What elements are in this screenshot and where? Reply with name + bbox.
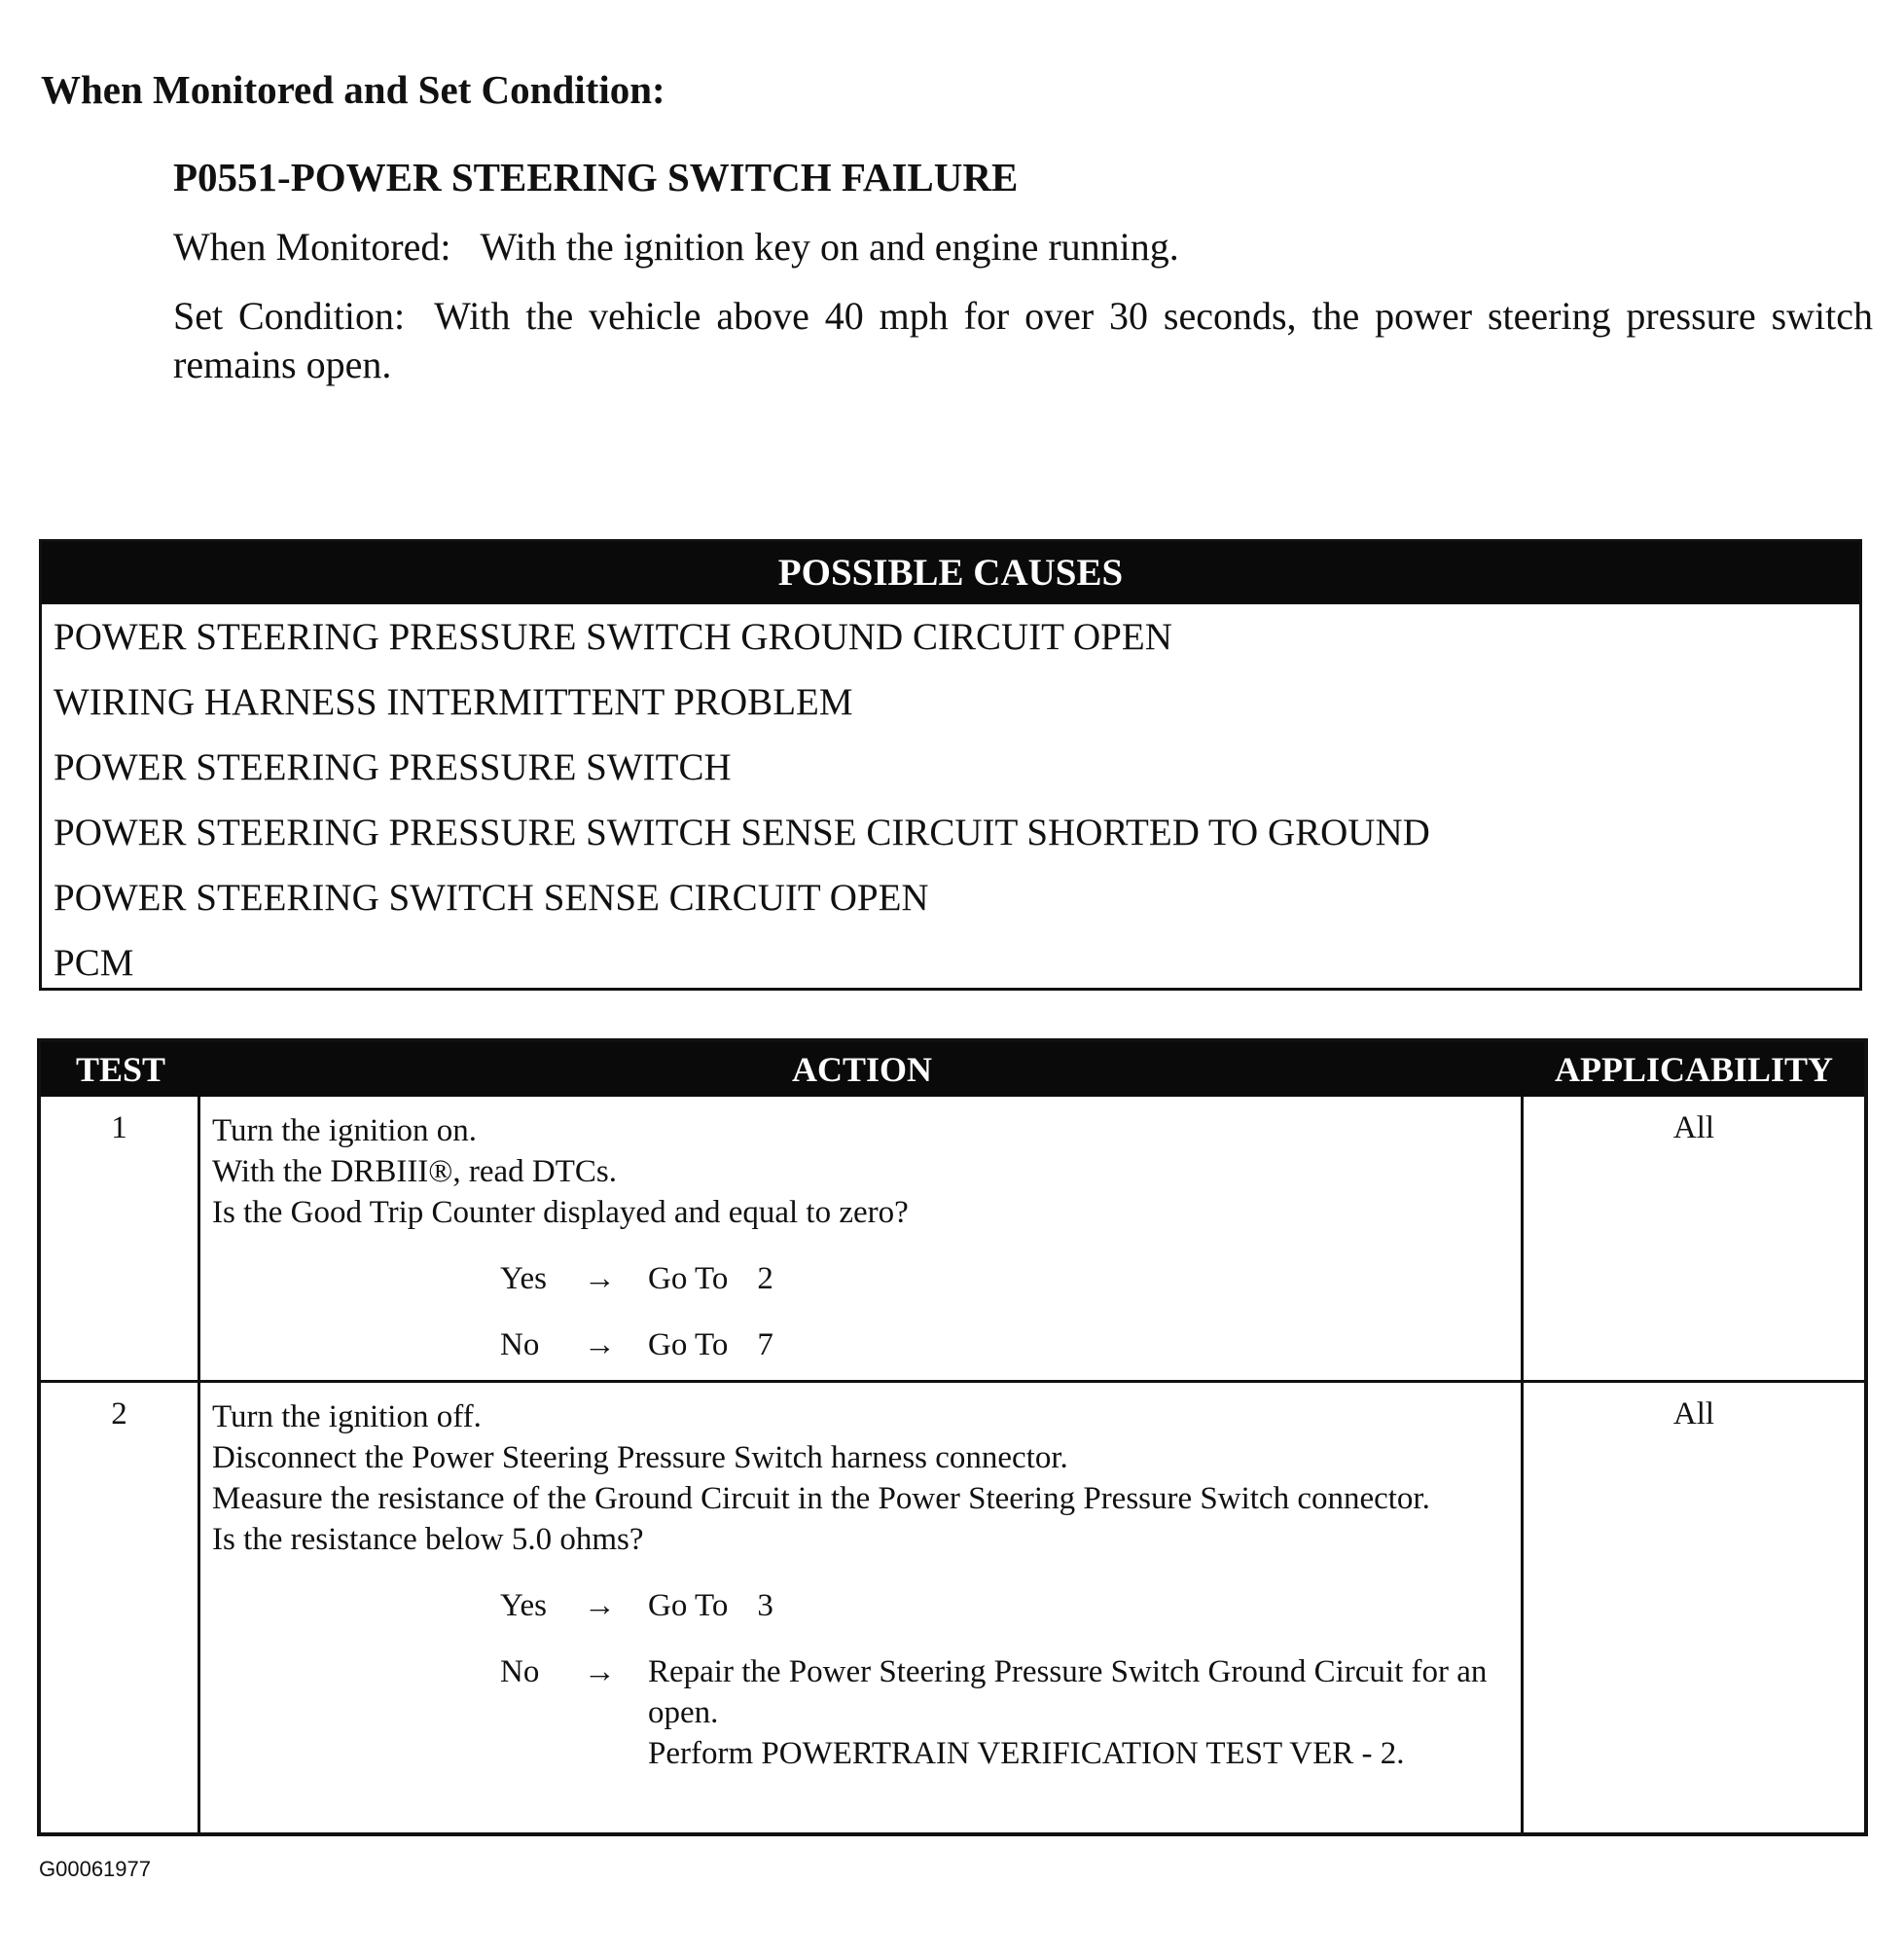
- when-monitored-text: With the ignition key on and engine running.: [480, 225, 1179, 269]
- repair-instruction: Repair the Power Steering Pressure Switch Ground Circuit for an open.: [648, 1654, 1488, 1730]
- header-applicability: APPLICABILITY: [1554, 1050, 1834, 1089]
- arrow-icon: →: [584, 1588, 616, 1623]
- set-condition: [173, 292, 1873, 389]
- no-label: No: [500, 1654, 540, 1689]
- header-test: TEST: [75, 1050, 166, 1089]
- table-row: [41, 1383, 1864, 1832]
- set-condition-text: With the vehicle above 40 mph for over 30 seconds, the power steering pressure switch remains open.: [173, 294, 1874, 386]
- cause-item: POWER STEERING PRESSURE SWITCH GROUND CIRCUIT OPEN: [54, 616, 1172, 658]
- goto-label: Go To: [648, 1261, 729, 1296]
- cause-item: POWER STEERING PRESSURE SWITCH: [54, 746, 732, 788]
- action-step: With the DRBIII®, read DTCs.: [212, 1154, 617, 1189]
- action-step: Measure the resistance of the Ground Circuit in the Power Steering Pressure Switch connector.: [212, 1481, 1430, 1516]
- cause-item: PCM: [54, 942, 134, 984]
- test-table: [37, 1038, 1868, 1836]
- no-result: [648, 1651, 1511, 1774]
- dtc-description: [173, 152, 1873, 389]
- action-step: Is the resistance below 5.0 ohms?: [212, 1522, 644, 1557]
- arrow-icon: →: [584, 1654, 616, 1689]
- arrow-icon: →: [584, 1261, 616, 1296]
- test-action: [200, 1383, 1524, 1832]
- test-number: 2: [41, 1383, 200, 1832]
- yes-result: [648, 1258, 1511, 1299]
- cause-item: WIRING HARNESS INTERMITTENT PROBLEM: [54, 681, 853, 723]
- goto-target: 7: [757, 1327, 773, 1362]
- table-row: [41, 1097, 1864, 1383]
- no-result: [648, 1324, 1511, 1365]
- no-branch: [212, 1324, 1511, 1365]
- yes-label: Yes: [500, 1588, 548, 1623]
- header-action: ACTION: [791, 1050, 933, 1089]
- set-condition-label: Set Condition:: [173, 294, 406, 338]
- goto-target: 3: [757, 1588, 773, 1623]
- no-branch: [212, 1651, 1511, 1774]
- cause-item: POWER STEERING PRESSURE SWITCH SENSE CIRCUIT SHORTED TO GROUND: [54, 812, 1430, 853]
- test-applicability: All: [1672, 1396, 1715, 1431]
- figure-id: G00061977: [39, 1857, 151, 1881]
- action-step: Is the Good Trip Counter displayed and equal to zero?: [212, 1195, 909, 1230]
- test-table-header: [41, 1042, 1864, 1097]
- page-heading: When Monitored and Set Condition:: [41, 67, 665, 112]
- no-label: No: [500, 1327, 540, 1362]
- goto-label: Go To: [648, 1327, 729, 1362]
- test-number: 1: [41, 1097, 200, 1380]
- when-monitored: [173, 222, 1873, 272]
- yes-label: Yes: [500, 1261, 548, 1296]
- yes-result: [648, 1585, 1511, 1626]
- test-action: [200, 1097, 1524, 1380]
- possible-causes-header: POSSIBLE CAUSES: [42, 542, 1859, 604]
- possible-causes-table: [39, 539, 1862, 991]
- possible-causes-list: [42, 604, 1859, 996]
- cause-item: POWER STEERING SWITCH SENSE CIRCUIT OPEN: [54, 877, 929, 919]
- yes-branch: [212, 1585, 1511, 1626]
- test-applicability: All: [1672, 1110, 1715, 1145]
- dtc-title: P0551-POWER STEERING SWITCH FAILURE: [173, 155, 1019, 199]
- action-step: Turn the ignition on.: [212, 1113, 477, 1148]
- action-step: Turn the ignition off.: [212, 1399, 482, 1434]
- arrow-icon: →: [584, 1327, 616, 1362]
- goto-label: Go To: [648, 1588, 729, 1623]
- action-step: Disconnect the Power Steering Pressure Switch harness connector.: [212, 1440, 1068, 1475]
- when-monitored-label: When Monitored:: [173, 225, 451, 269]
- goto-target: 2: [757, 1261, 773, 1296]
- yes-branch: [212, 1258, 1511, 1299]
- verification-instruction: Perform POWERTRAIN VERIFICATION TEST VER - 2.: [648, 1736, 1405, 1771]
